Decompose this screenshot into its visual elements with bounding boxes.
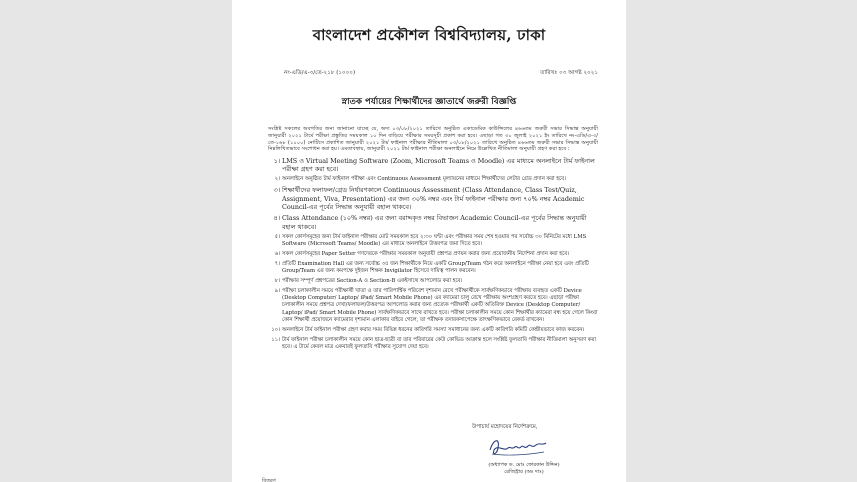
list-item-text: সকল কোর্সসমূহের জন্য টার্ম ফাইনাল পরীক্ষার মোট সময়কাল হবে ২:৩০ ঘন্টা এবং পরীক্ষার সময় শেষ হওয়ার পর সর্বোচ্চ ৩০ মিনিটের মধ্যে LMS Software (Microsoft Teams/ Moodle) এর মাধ্যমে অনলাইনে উত্তরপত্র জমা দিতে হবে। <box>282 233 587 247</box>
title-underline <box>349 108 509 109</box>
list-item <box>268 176 598 183</box>
list-item <box>268 337 598 352</box>
university-name: বাংলাদেশ প্রকৌশল বিশ্ববিদ্যালয়, ঢাকা <box>312 26 546 44</box>
list-item <box>268 157 598 174</box>
list-item-text: সকল কোর্সসমূহের Paper Setter গণদেরকে পরীক্ষার সময়কাল অনুযায়ী প্রশ্নপত্র প্রণয়ন করার জন্য প্রয়োজনীয় নির্দেশনা প্রদান করা হবে। <box>282 250 570 257</box>
notice-page <box>232 0 626 482</box>
list-item-number: ২। <box>274 176 280 183</box>
reference-number: নং-এডি/এ-৩/তে-২১৮ (১০০০) <box>284 70 356 76</box>
list-item-number: ১। <box>273 157 280 165</box>
list-item-text: Class Attendance (১০% নম্বর) এর জন্য বরাদ্দকৃত নম্বর বিভাজন Academic Council-এর পূর্বের সিদ্ধান্ত অনুযায়ী বহাল থাকবে। <box>282 214 587 231</box>
list-item <box>268 234 598 249</box>
list-item <box>268 251 598 258</box>
list-item <box>268 261 598 276</box>
list-item-number: ১১। <box>271 336 280 343</box>
signatory-name: (অধ্যাপক ড. মোঃ ফোরকান উদ্দিন) <box>488 462 560 468</box>
list-item-number: ৮। <box>274 277 280 284</box>
list-item-text: শিক্ষার্থীদের ফলাফল/গ্রেড নির্ধারণকালে Continuous Assessment (Class Attendance, Class Test/Quiz, Assignment, Viva, Presentation) এর জন্য ৩০% নম্বর এবং টার্ম ফাইনাল পরীক্ষার জন্য ৭০% নম্বর Academic Council-এর পূর্বের সিদ্ধান্ত অনুযায়ী বহাল থাকবে। <box>282 186 585 212</box>
distribution-label: বিতরণ <box>262 478 276 482</box>
list-item-text: প্রতিটি Examination Hall এর জন্য সর্বোচ্চ ৩৫ জন শিক্ষার্থীকে নিয়ে একটি Group/Team গঠন করে অনলাইনে পরীক্ষা নেয়া হবে এবং প্রতিটি Group/Team এর জন্য কমপক্ষে দুইজন শিক্ষক Invigilator হিসেবে দায়িত্ব পালন করবেন। <box>282 260 589 274</box>
closing-line: উপাচার্য মহোদয়ের নির্দেশক্রমে, <box>472 424 538 430</box>
list-item-number: ৫। <box>274 233 280 240</box>
list-item-text: টার্ম ফাইনাল পরীক্ষা চলাকালীন সময়ে কোন ছাত্র-ছাত্রী বা তার পরিবারের কেউ কোভিড আক্রান্ত হলে সংশ্লিষ্ট ফুলতাবি পরীক্ষার নীতিমালা অনুসরণ করা হবে। এ টার্মে কেবল মাত্র একবারই ফুলতাবি পরীক্ষার সুযোগ দেয়া হবে। <box>282 336 596 350</box>
list-item-text: পরীক্ষার সম্পূর্ণ প্রশ্নপত্রের Section-A ও Section-B একইসাথে আপলোড করা হবে। <box>282 277 463 284</box>
list-item-number: ৬। <box>274 250 280 257</box>
list-item-number: ৯। <box>274 287 280 294</box>
list-item-text: অনলাইনে অনুষ্ঠিত টার্ম ফাইনাল পরীক্ষা এবং Continuous Assessment মূল্যায়নের মাধ্যমে শিক্ষার্থীদের লেটার গ্রেড প্রদান করা হবে। <box>282 176 567 183</box>
intro-paragraph: সংশ্লিষ্ট সকলের অবগতির জন্য জানানো যাচ্ছে যে, অদ্য ০৩/০৮/২০২১ তারিখে অনুষ্ঠিত একাডেমিক কাউন্সিলের ৪৬৬তম জরুরী সভার সিদ্ধান্ত অনুযায়ী জানুয়ারী ২০২১ টার্মে পরীক্ষা প্রস্তুতির সময়কাল ১০ দিন বাড়িয়ে পরীক্ষার সময়সূচী প্রকাশ করা হবে। এছাড়া গত ৩০ জুলাই ২০২১ ইং তারিখে নং-এডি/এ-৩/তে-১৬৮ (১০০০) নোটিসে প্রকাশিত জানুয়ারী ২০২১ টার্ম ফাইনাল পরীক্ষার নীতিমালা ০৩/০৮/২০২১ তারিখে অনুষ্ঠিত ৪৬৬তম জরুরী সভার সিদ্ধান্ত অনুযায়ী নিম্নলিখিতভাবে সংশোধন করা হয়। এমতাবস্থায়, জানুয়ারী ২০২১ টার্ম ফাইনাল পরীক্ষা অনলাইনে নিম্নে উল্লেখিত নীতিমালা অনুযায়ী গ্রহণ করা হবে : <box>268 126 598 153</box>
list-item-text: অনলাইনে টার্ম ফাইনাল পরীক্ষা গ্রহণ করার সময় বিভিন্ন ধরনের কারিগরি সমস্যা সমাধানের জন্য একটি কারিগরি কমিটি কেন্দ্রীয়ভাবে কাজ করবেন। <box>282 326 585 333</box>
list-item <box>268 327 598 334</box>
list-item <box>268 278 598 285</box>
list-item <box>268 288 598 324</box>
list-item <box>268 214 598 231</box>
signatory-title: রেজিস্ট্রার (অঃ দাঃ) <box>504 468 544 475</box>
policy-list <box>268 157 598 354</box>
list-item <box>268 186 598 211</box>
list-item-number: ৪। <box>273 214 280 223</box>
list-item-number: ৭। <box>274 260 280 267</box>
list-item-text: LMS ও Virtual Meeting Software (Zoom, Microsoft Teams ও Moodle) এর মাধ্যমে অনলাইনে টার্ম ফাইনাল পরীক্ষা গ্রহণ করা হবে। <box>282 157 595 174</box>
list-item-number: ১০। <box>271 326 280 333</box>
list-item-number: ৩। <box>273 186 280 195</box>
signature-image <box>482 434 552 460</box>
reference-line <box>284 69 598 79</box>
notice-title: স্নাতক পর্যায়ের শিক্ষার্থীদের জ্ঞাতার্থে জরুরী বিজ্ঞপ্তি <box>341 97 517 107</box>
notice-date: তারিখঃ ০৩ আগষ্ট ২০২১ <box>540 70 598 76</box>
list-item-text: পরীক্ষা চলাকালীন সময়ে পরীক্ষার্থী খাতা ও তার পারিপার্শ্বিক পরিবেশ দৃশ্যমান রেখে পরীক্ষার্থীকে সার্বক্ষণিকভাবে পরীক্ষায় ব্যবহৃত একটি Device (Desktop Computer/ Laptop/ iPad/ Smart Mobile Phone) এর ক্যামেরা চালু রেখে পরীক্ষায় অংশগ্রহণ করতে হবে। এছাড়া পরীক্ষা চলাকালীন সময়ে প্রশ্নপত্র দেখা/ফলাফল/উত্তরপত্র আপলোড করার জন্য প্রত্যেক পরীক্ষার্থী একটি অতিরিক্ত Device (Desktop Computer/ Laptop/ iPad/ Smart Mobile Phone) সার্বক্ষণিকভাবে সাথে রাখতে হবে। পরীক্ষা চলাকালীন সময়ে কোন শিক্ষার্থীর ক্যামেরা বন্ধ হয়ে গেলে কিংবা কোন শিক্ষার্থী প্রয়োজনে ক্যামেরার দৃশ্যমান এলাকার বাইরে গেলে, তা পরীক্ষক তদারকসাপেক্ষে তাৎক্ষণিকভাবে রেকর্ড রাখবেন। <box>282 287 598 323</box>
signatory <box>464 462 584 475</box>
